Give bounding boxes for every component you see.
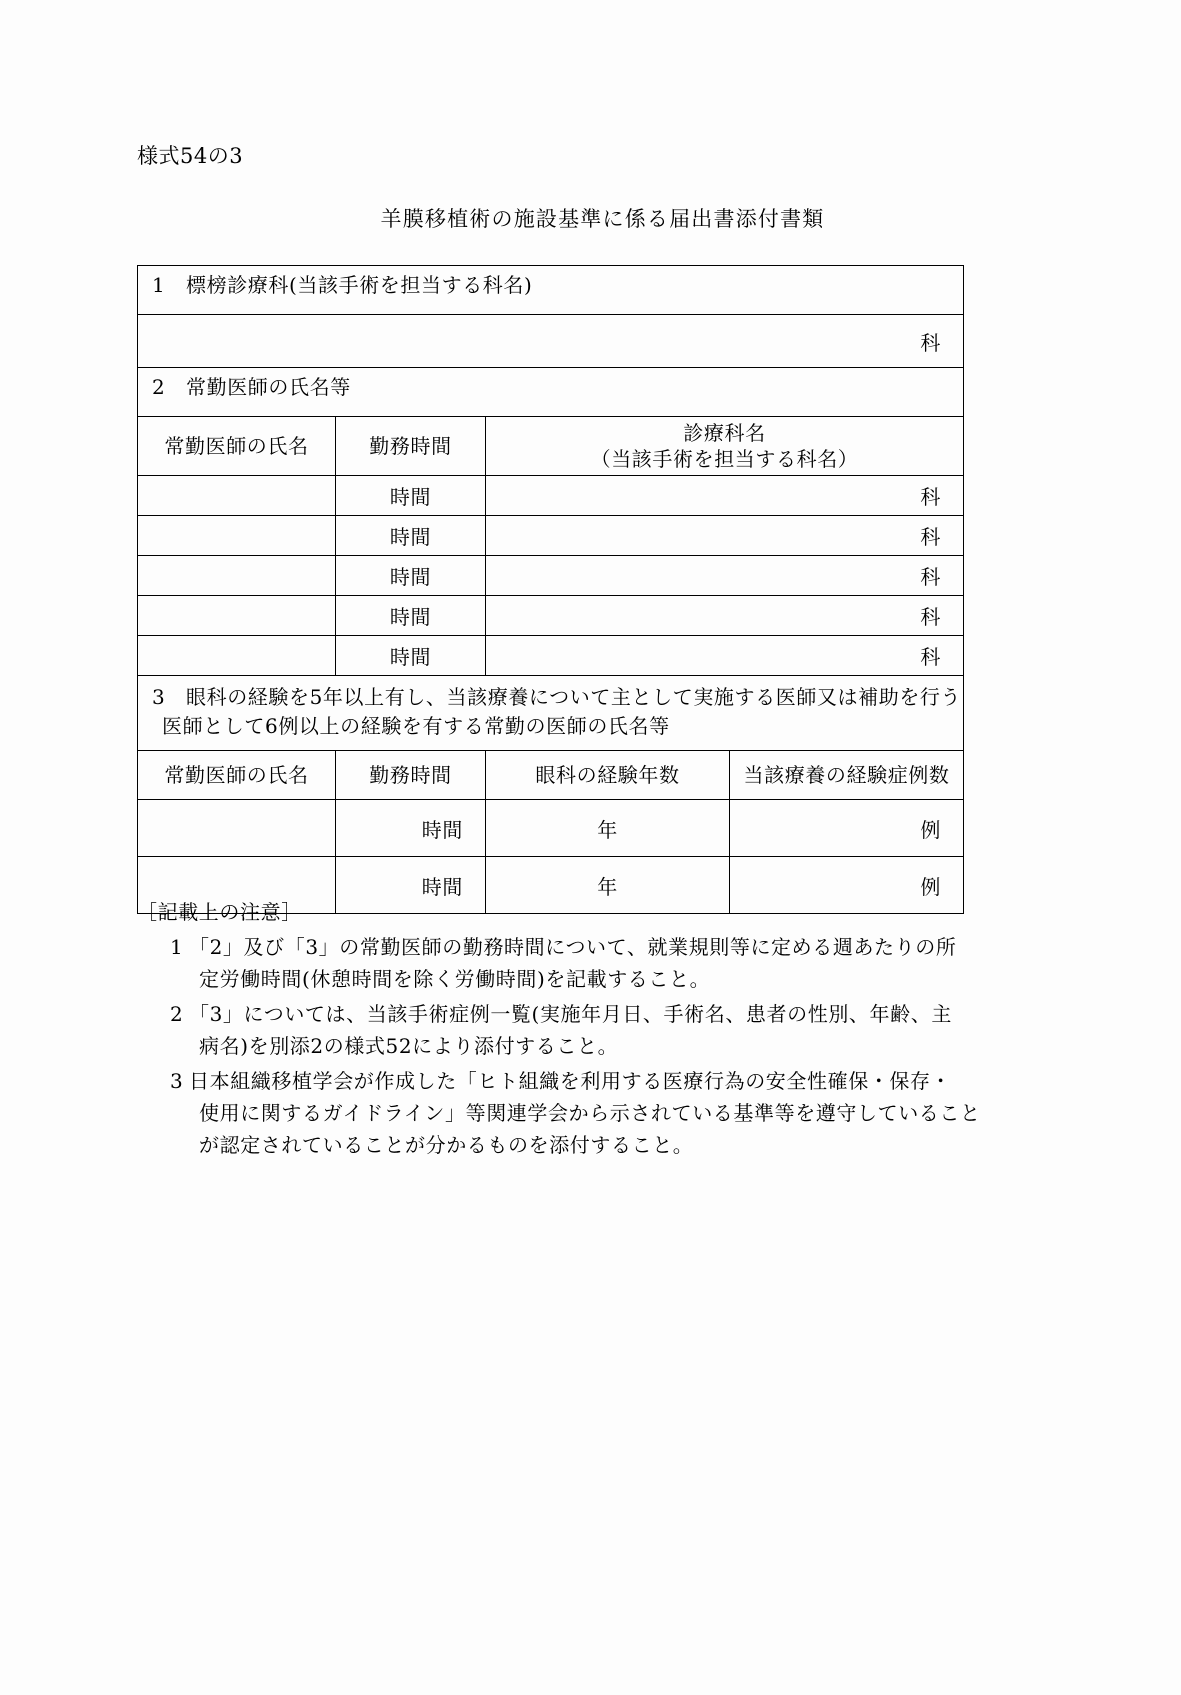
section3-heading-line2: 医師として6例以上の経験を有する常勤の医師の氏名等 <box>162 714 670 738</box>
facility-standard-form-table <box>137 265 964 914</box>
section2-index: 2 <box>152 375 166 399</box>
section2-col-department <box>486 417 964 476</box>
section1-heading-text: 標榜診療科(当該手術を担当する科名) <box>186 273 533 297</box>
table-row <box>138 556 964 596</box>
notes-section <box>137 896 1017 1164</box>
section2-row5-hours[interactable]: 時間 <box>336 636 486 676</box>
section2-row5-department[interactable]: 科 <box>486 636 964 676</box>
table-row <box>138 636 964 676</box>
section3-col-hours: 勤務時間 <box>336 751 486 800</box>
section2-row2-department[interactable]: 科 <box>486 516 964 556</box>
section2-col-name: 常勤医師の氏名 <box>138 417 336 476</box>
section1-heading-row <box>138 266 964 315</box>
section3-heading-line1: 眼科の経験を5年以上有し、当該療養について主として実施する医師又は補助を行う <box>186 685 962 709</box>
section2-row2-hours[interactable]: 時間 <box>336 516 486 556</box>
section2-col-department-sub: （当該手術を担当する科名） <box>590 447 859 471</box>
table-row <box>138 476 964 516</box>
section3-row2-years[interactable]: 年 <box>486 857 730 914</box>
section2-row4-hours[interactable]: 時間 <box>336 596 486 636</box>
section2-col-hours: 勤務時間 <box>336 417 486 476</box>
section2-row1-department[interactable]: 科 <box>486 476 964 516</box>
note-1-line2: 定労働時間(休憩時間を除く労働時間)を記載すること。 <box>199 967 711 992</box>
section2-heading-row <box>138 368 964 417</box>
section2-row1-hours[interactable]: 時間 <box>336 476 486 516</box>
section2-row3-hours[interactable]: 時間 <box>336 556 486 596</box>
section3-row1-cases[interactable]: 例 <box>730 800 964 857</box>
section3-row2-hours[interactable]: 時間 <box>336 857 486 914</box>
section2-row4-name[interactable] <box>138 596 336 636</box>
section2-row3-name[interactable] <box>138 556 336 596</box>
note-3-body <box>189 1065 1017 1162</box>
section2-row1-name[interactable] <box>138 476 336 516</box>
section3-col-experience-years: 眼科の経験年数 <box>486 751 730 800</box>
note-item <box>137 998 1017 1063</box>
section1-input-row <box>138 315 964 368</box>
section3-heading-row <box>138 676 964 751</box>
note-3-number: 3 <box>170 1068 184 1093</box>
section3-heading-cell <box>138 676 964 751</box>
note-item <box>137 1065 1017 1162</box>
section3-index: 3 <box>152 685 166 709</box>
section3-row1-name[interactable] <box>138 800 336 857</box>
table-row <box>138 800 964 857</box>
section2-col-department-main: 診療科名 <box>683 421 766 445</box>
section3-row2-cases[interactable]: 例 <box>730 857 964 914</box>
section2-row4-department[interactable]: 科 <box>486 596 964 636</box>
note-1-body <box>189 931 1017 996</box>
notes-title: ［記載上の注意］ <box>137 900 302 924</box>
note-2-line1: 「3」については、当該手術症例一覧(実施年月日、手術名、患者の性別、年齢、主 <box>189 1001 952 1026</box>
section1-heading-cell <box>138 266 964 315</box>
table-row <box>138 596 964 636</box>
page-title: 羊膜移植術の施設基準に係る届出書添付書類 <box>380 207 825 231</box>
note-2-number: 2 <box>170 1001 184 1026</box>
note-3-line2: 使用に関するガイドライン」等関連学会から示されている基準等を遵守していること <box>199 1100 981 1125</box>
section1-index: 1 <box>152 273 166 297</box>
note-3-line1: 日本組織移植学会が作成した「ヒト組織を利用する医療行為の安全性確保・保存・ <box>189 1068 952 1093</box>
section2-row5-name[interactable] <box>138 636 336 676</box>
section3-row1-years[interactable]: 年 <box>486 800 730 857</box>
section3-col-case-count: 当該療養の経験症例数 <box>730 751 964 800</box>
section3-col-name: 常勤医師の氏名 <box>138 751 336 800</box>
section2-column-header-row <box>138 417 964 476</box>
table-row <box>138 516 964 556</box>
note-2-line2: 病名)を別添2の様式52により添付すること。 <box>199 1034 619 1059</box>
note-2-body <box>189 998 1017 1063</box>
section2-row2-name[interactable] <box>138 516 336 556</box>
form-number: 様式54の3 <box>137 144 244 168</box>
section2-heading-text: 常勤医師の氏名等 <box>186 375 351 399</box>
section1-department-field[interactable]: 科 <box>138 315 964 368</box>
note-1-line1: 「2」及び「3」の常勤医師の勤務時間について、就業規則等に定める週あたりの所 <box>189 935 957 959</box>
note-3-line3: が認定されていることが分かるものを添付すること。 <box>199 1133 694 1158</box>
section3-column-header-row <box>138 751 964 800</box>
note-item <box>137 931 1017 996</box>
note-1-number: 1 <box>170 935 184 959</box>
section2-row3-department[interactable]: 科 <box>486 556 964 596</box>
section3-row1-hours[interactable]: 時間 <box>336 800 486 857</box>
section2-heading-cell <box>138 368 964 417</box>
